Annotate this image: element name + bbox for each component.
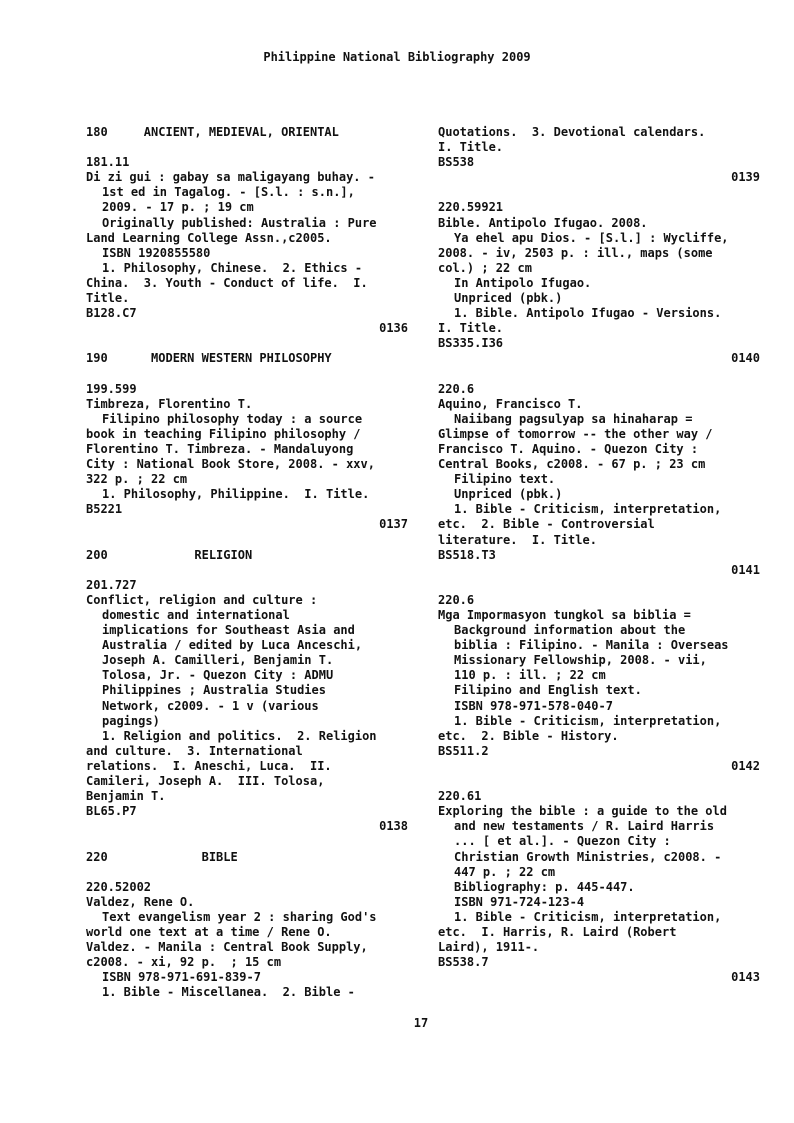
- entry-line: implications for Southeast Asia and: [102, 623, 355, 638]
- blank-line: [86, 336, 408, 351]
- right-column: [438, 125, 760, 985]
- entry-line: 2009. - 17 p. ; 19 cm: [102, 200, 254, 215]
- entry-line: Tolosa, Jr. - Quezon City : ADMU: [102, 668, 334, 683]
- entry-line: Background information about the: [454, 623, 686, 638]
- entry-line: B128.C7: [86, 306, 137, 321]
- entry-line: 322 p. ; 22 cm: [86, 472, 188, 487]
- entry-line: c2008. - xi, 92 p. ; 15 cm: [86, 955, 282, 970]
- entry-line: Florentino T. Timbreza. - Mandaluyong: [86, 441, 354, 456]
- entry-line: ISBN 978-971-578-040-7: [454, 698, 613, 713]
- entry-line: Philippines ; Australia Studies: [102, 683, 326, 698]
- entry-line: I. Title.: [438, 140, 504, 155]
- blank-line: [86, 865, 408, 880]
- left-column: [86, 125, 408, 1000]
- entry-line: pagings): [102, 713, 160, 728]
- entry-line: I. Title.: [438, 321, 504, 336]
- record-number: 0136: [379, 321, 408, 336]
- entry-line: world one text at a time / Rene O.: [86, 924, 332, 939]
- entry-line: Di zi gui : gabay sa maligayang buhay. -: [86, 170, 375, 185]
- entry-line: 220.6: [438, 592, 475, 607]
- entry-line: Laird), 1911-.: [438, 940, 540, 955]
- entry-line: col.) ; 22 cm: [438, 260, 532, 275]
- entry-line: Exploring the bible : a guide to the old: [438, 804, 727, 819]
- entry-line: Francisco T. Aquino. - Quezon City :: [438, 441, 699, 456]
- entry-line: BS511.2: [438, 743, 489, 758]
- entry-line: literature. I. Title.: [438, 532, 597, 547]
- blank-line: [86, 140, 408, 155]
- entry-line: book in teaching Filipino philosophy /: [86, 426, 361, 441]
- entry-line: domestic and international: [102, 608, 290, 622]
- entry-line: Land Learning College Assn.,c2005.: [86, 230, 332, 245]
- section-heading: 180 ANCIENT, MEDIEVAL, ORIENTAL: [86, 125, 339, 139]
- record-number: 0138: [379, 819, 408, 834]
- entry-line: 1. Bible - Criticism, interpretation,: [454, 502, 722, 517]
- record-number: 0141: [731, 562, 760, 577]
- entry-line: ISBN 978-971-691-839-7: [102, 970, 261, 985]
- entry-line: Missionary Fellowship, 2008. - vii,: [454, 653, 707, 668]
- entry-line: Joseph A. Camilleri, Benjamin T.: [102, 653, 334, 668]
- entry-line: Text evangelism year 2 : sharing God's: [102, 909, 377, 924]
- entry-line: Filipino text.: [454, 472, 556, 487]
- entry-line: Christian Growth Ministries, c2008. -: [454, 849, 722, 864]
- entry-line: BS335.I36: [438, 336, 504, 351]
- entry-line: Camileri, Joseph A. III. Tolosa,: [86, 774, 325, 789]
- entry-line: 220.6: [438, 381, 475, 396]
- entry-line: B5221: [86, 502, 123, 517]
- page-header: Philippine National Bibliography 2009: [263, 50, 531, 64]
- blank-line: [86, 367, 408, 382]
- entry-line: Timbreza, Florentino T.: [86, 396, 253, 411]
- entry-line: 1. Philosophy, Chinese. 2. Ethics -: [102, 260, 363, 275]
- entry-line: Filipino philosophy today : a source: [102, 411, 363, 426]
- entry-line: and new testaments / R. Laird Harris: [454, 819, 715, 834]
- entry-line: In Antipolo Ifugao.: [454, 275, 592, 290]
- entry-line: 201.727: [86, 577, 137, 592]
- entry-line: Bible. Antipolo Ifugao. 2008.: [438, 215, 648, 230]
- entry-line: Valdez, Rene O.: [86, 894, 195, 909]
- entry-line: 1. Religion and politics. 2. Religion: [102, 728, 377, 743]
- section-heading: 190 MODERN WESTERN PHILOSOPHY: [86, 351, 332, 366]
- entry-line: etc. I. Harris, R. Laird (Robert: [438, 924, 677, 939]
- entry-line: Network, c2009. - 1 v (various: [102, 698, 319, 713]
- entry-line: ISBN 971-724-123-4: [454, 894, 585, 909]
- page-number: 17: [413, 1016, 429, 1030]
- entry-line: relations. I. Aneschi, Luca. II.: [86, 758, 332, 773]
- entry-line: Ya ehel apu Dios. - [S.l.] : Wycliffe,: [454, 230, 729, 245]
- entry-line: 1. Philosophy, Philippine. I. Title.: [102, 487, 370, 502]
- entry-line: 447 p. ; 22 cm: [454, 864, 556, 879]
- blank-line: [438, 578, 760, 593]
- entry-line: 220.52002: [86, 879, 152, 894]
- entry-line: 1. Bible - Miscellanea. 2. Bible -: [102, 985, 355, 1000]
- entry-line: BS518.T3: [438, 547, 496, 562]
- blank-line: [438, 774, 760, 789]
- entry-line: Valdez. - Manila : Central Book Supply,: [86, 940, 368, 955]
- entry-line: Conflict, religion and culture :: [86, 592, 318, 607]
- blank-line: [438, 185, 760, 200]
- entry-line: biblia : Filipino. - Manila : Overseas: [454, 638, 729, 653]
- entry-line: BS538: [438, 155, 475, 170]
- entry-line: Unpriced (pbk.): [454, 291, 563, 306]
- entry-line: 199.599: [86, 381, 137, 396]
- entry-line: etc. 2. Bible - History.: [438, 728, 619, 743]
- record-number: 0142: [731, 758, 760, 773]
- entry-line: Naiibang pagsulyap sa hinaharap =: [454, 411, 693, 426]
- entry-line: Title.: [86, 291, 130, 306]
- entry-line: 1. Bible - Criticism, interpretation,: [454, 909, 722, 924]
- record-number: 0140: [731, 351, 760, 366]
- record-number: 0139: [731, 170, 760, 185]
- entry-line: Unpriced (pbk.): [454, 487, 563, 502]
- entry-line: BL65.P7: [86, 804, 137, 819]
- section-heading: 200 RELIGION: [86, 547, 253, 562]
- entry-line: Benjamin T.: [86, 789, 166, 804]
- entry-line: City : National Book Store, 2008. - xxv,: [86, 457, 375, 472]
- entry-line: 181.11: [86, 155, 130, 170]
- entry-line: Australia / edited by Luca Anceschi,: [102, 638, 363, 653]
- entry-line: Filipino and English text.: [454, 683, 642, 698]
- entry-line: 1st ed in Tagalog. - [S.l. : s.n.],: [102, 185, 355, 200]
- entry-line: Glimpse of tomorrow -- the other way /: [438, 426, 713, 441]
- entry-line: China. 3. Youth - Conduct of life. I.: [86, 275, 368, 290]
- entry-line: Aquino, Francisco T.: [438, 396, 583, 411]
- record-number: 0143: [731, 970, 760, 985]
- section-heading: 220 BIBLE: [86, 849, 238, 864]
- entry-line: 1. Bible. Antipolo Ifugao - Versions.: [454, 306, 722, 321]
- entry-line: Central Books, c2008. - 67 p. ; 23 cm: [438, 457, 706, 472]
- blank-line: [86, 563, 408, 578]
- entry-line: 220.61: [438, 789, 482, 804]
- entry-line: Bibliography: p. 445-447.: [454, 879, 635, 894]
- record-number: 0137: [379, 517, 408, 532]
- entry-line: Quotations. 3. Devotional calendars.: [438, 125, 706, 139]
- blank-line: [438, 367, 760, 382]
- entry-line: 110 p. : ill. ; 22 cm: [454, 668, 606, 683]
- entry-line: ISBN 1920855580: [102, 245, 211, 260]
- blank-line: [86, 533, 408, 548]
- entry-line: 1. Bible - Criticism, interpretation,: [454, 713, 722, 728]
- entry-line: 220.59921: [438, 200, 504, 215]
- blank-line: [86, 834, 408, 849]
- entry-line: etc. 2. Bible - Controversial: [438, 517, 655, 532]
- entry-line: Originally published: Australia : Pure: [102, 215, 377, 230]
- entry-line: and culture. 3. International: [86, 743, 303, 758]
- entry-line: 2008. - iv, 2503 p. : ill., maps (some: [438, 245, 713, 260]
- entry-line: Mga Impormasyon tungkol sa biblia =: [438, 608, 691, 622]
- entry-line: BS538.7: [438, 955, 489, 970]
- entry-line: ... [ et al.]. - Quezon City :: [454, 834, 671, 849]
